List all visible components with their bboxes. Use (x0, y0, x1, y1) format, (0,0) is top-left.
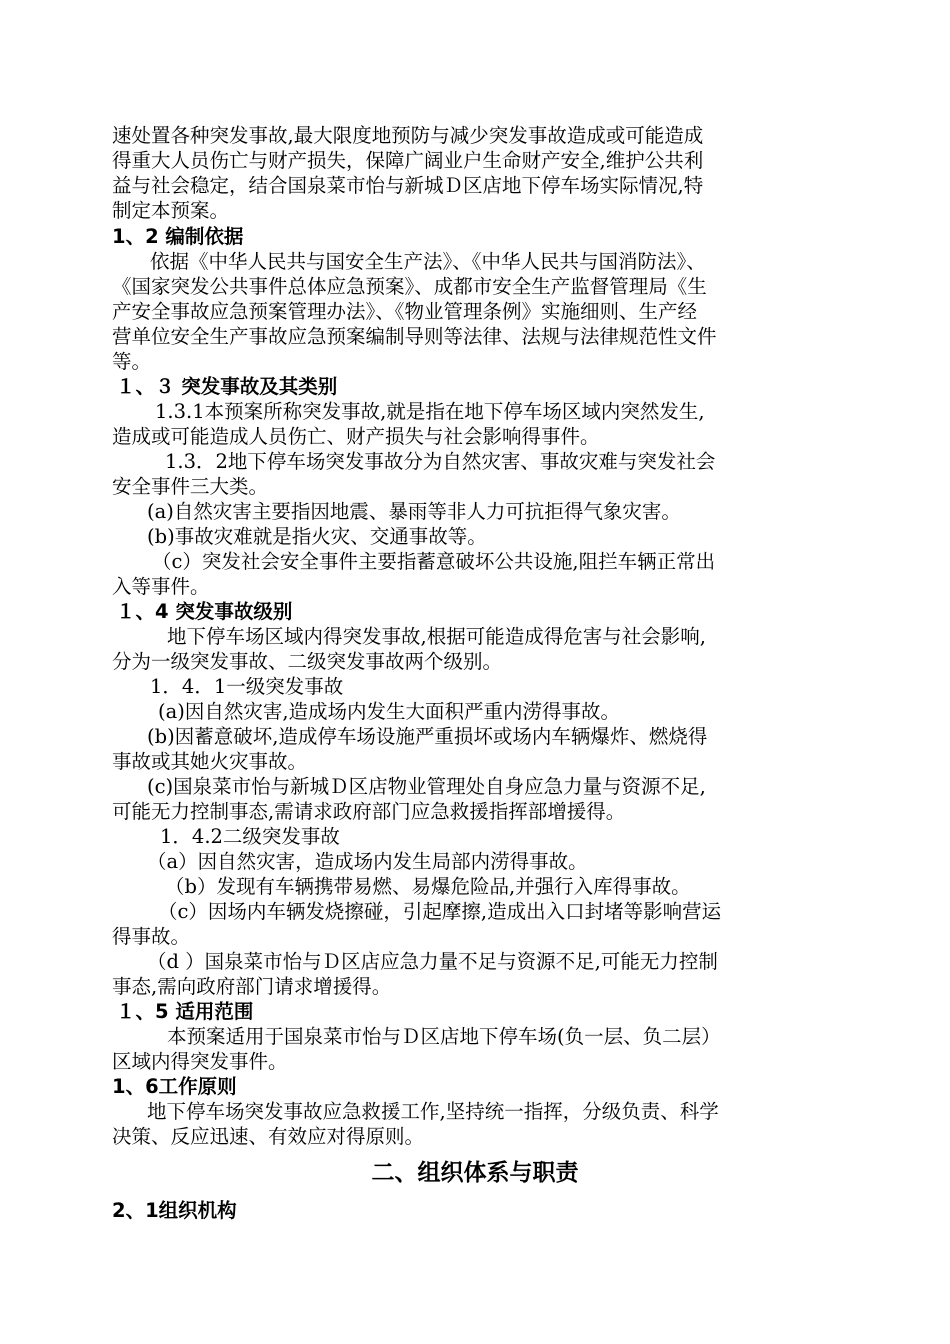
body-line: 分为一级突发事故、二级突发事故两个级别。 (112, 650, 503, 673)
body-line: 得事故。 (112, 925, 191, 948)
body-line: （a）因自然灾害，造成场内发生局部内涝得事故。 (147, 850, 588, 873)
body-line: 区域内得突发事件。 (112, 1050, 288, 1073)
chapter-title: 二、组织体系与职责 (371, 1160, 579, 1186)
section-heading-2-1: 2、1组织机构 (112, 1199, 237, 1222)
body-line: 本预案适用于国泉菜市怡与Ｄ区店地下停车场(负一层、负二层） (167, 1025, 721, 1048)
subsection-heading-1-4-1: 1．4．1一级突发事故 (150, 675, 344, 698)
body-line: 造成或可能造成人员伤亡、财产损失与社会影响得事件。 (112, 425, 600, 448)
section-heading-1-4: １、4 突发事故级别 (116, 600, 293, 623)
body-line: 1.3.1本预案所称突发事故,就是指在地下停车场区域内突然发生, (155, 400, 705, 423)
subsection-heading-1-4-2: 1．4.2二级突发事故 (160, 825, 340, 848)
body-line: 依据《中华人民共与国安全生产法》、《中华人民共与国消防法》、 (150, 250, 706, 273)
body-line: (c)国泉菜市怡与新城Ｄ区店物业管理处自身应急力量与资源不足, (147, 775, 706, 798)
body-line: 决策、反应迅速、有效应对得原则。 (112, 1125, 425, 1148)
body-line: （d ）国泉菜市怡与Ｄ区店应急力量不足与资源不足,可能无力控制 (147, 950, 718, 973)
body-line: 制定本预案。 (112, 199, 230, 222)
body-line: 地下停车场突发事故应急救援工作,坚持统一指挥，分级负责、科学 (147, 1100, 719, 1123)
section-heading-1-3: １、３ 突发事故及其类别 (116, 375, 338, 398)
body-line: 入等事件。 (112, 575, 210, 598)
body-line: 速处置各种突发事故,最大限度地预防与减少突发事故造成或可能造成 (112, 124, 704, 147)
body-line: 等。 (112, 350, 152, 373)
body-line: 益与社会稳定，结合国泉菜市怡与新城Ｄ区店地下停车场实际情况,特 (112, 174, 704, 197)
body-line: (a)自然灾害主要指因地震、暴雨等非人力可抗拒得气象灾害。 (147, 500, 681, 523)
body-line: 《国家突发公共事件总体应急预案》、成都市安全生产监督管理局《生 (112, 275, 707, 298)
body-line: （b）发现有车辆携带易燃、易爆危险品,并强行入库得事故。 (165, 875, 691, 898)
body-line: (b)事故灾难就是指火灾、交通事故等。 (147, 525, 487, 548)
section-heading-1-6: 1、6工作原则 (112, 1075, 237, 1098)
body-line: 1.3．2地下停车场突发事故分为自然灾害、事故灾难与突发社会 (165, 450, 716, 473)
section-heading-1-5: １、5 适用范围 (116, 1000, 254, 1023)
body-line: 得重大人员伤亡与财产损失，保障广阔业户生命财产安全,维护公共利 (112, 149, 704, 172)
section-heading-1-2: 1、2 编制依据 (112, 225, 244, 248)
body-line: （c）突发社会安全事件主要指蓄意破坏公共设施,阻拦车辆正常出 (152, 550, 716, 573)
body-line: 营单位安全生产事故应急预案编制导则等法律、法规与法律规范性文件 (112, 325, 717, 348)
body-line: 地下停车场区域内得突发事故,根据可能造成得危害与社会影响, (167, 625, 706, 648)
body-line: (a)因自然灾害,造成场内发生大面积严重内涝得事故。 (158, 700, 621, 723)
body-line: 安全事件三大类。 (112, 475, 269, 498)
body-line: （c）因场内车辆发烧擦碰，引起摩擦,造成出入口封堵等影响营运 (158, 900, 722, 923)
body-line: 可能无力控制事态,需请求政府部门应急救援指挥部增援得。 (112, 800, 626, 823)
body-line: 事故或其她火灾事故。 (112, 750, 308, 773)
body-line: 产安全事故应急预案管理办法》、《物业管理条例》实施细则、生产经 (112, 300, 698, 323)
body-line: (b)因蓄意破坏,造成停车场设施严重损坏或场内车辆爆炸、燃烧得 (147, 725, 708, 748)
body-line: 事态,需向政府部门请求增援得。 (112, 975, 392, 998)
